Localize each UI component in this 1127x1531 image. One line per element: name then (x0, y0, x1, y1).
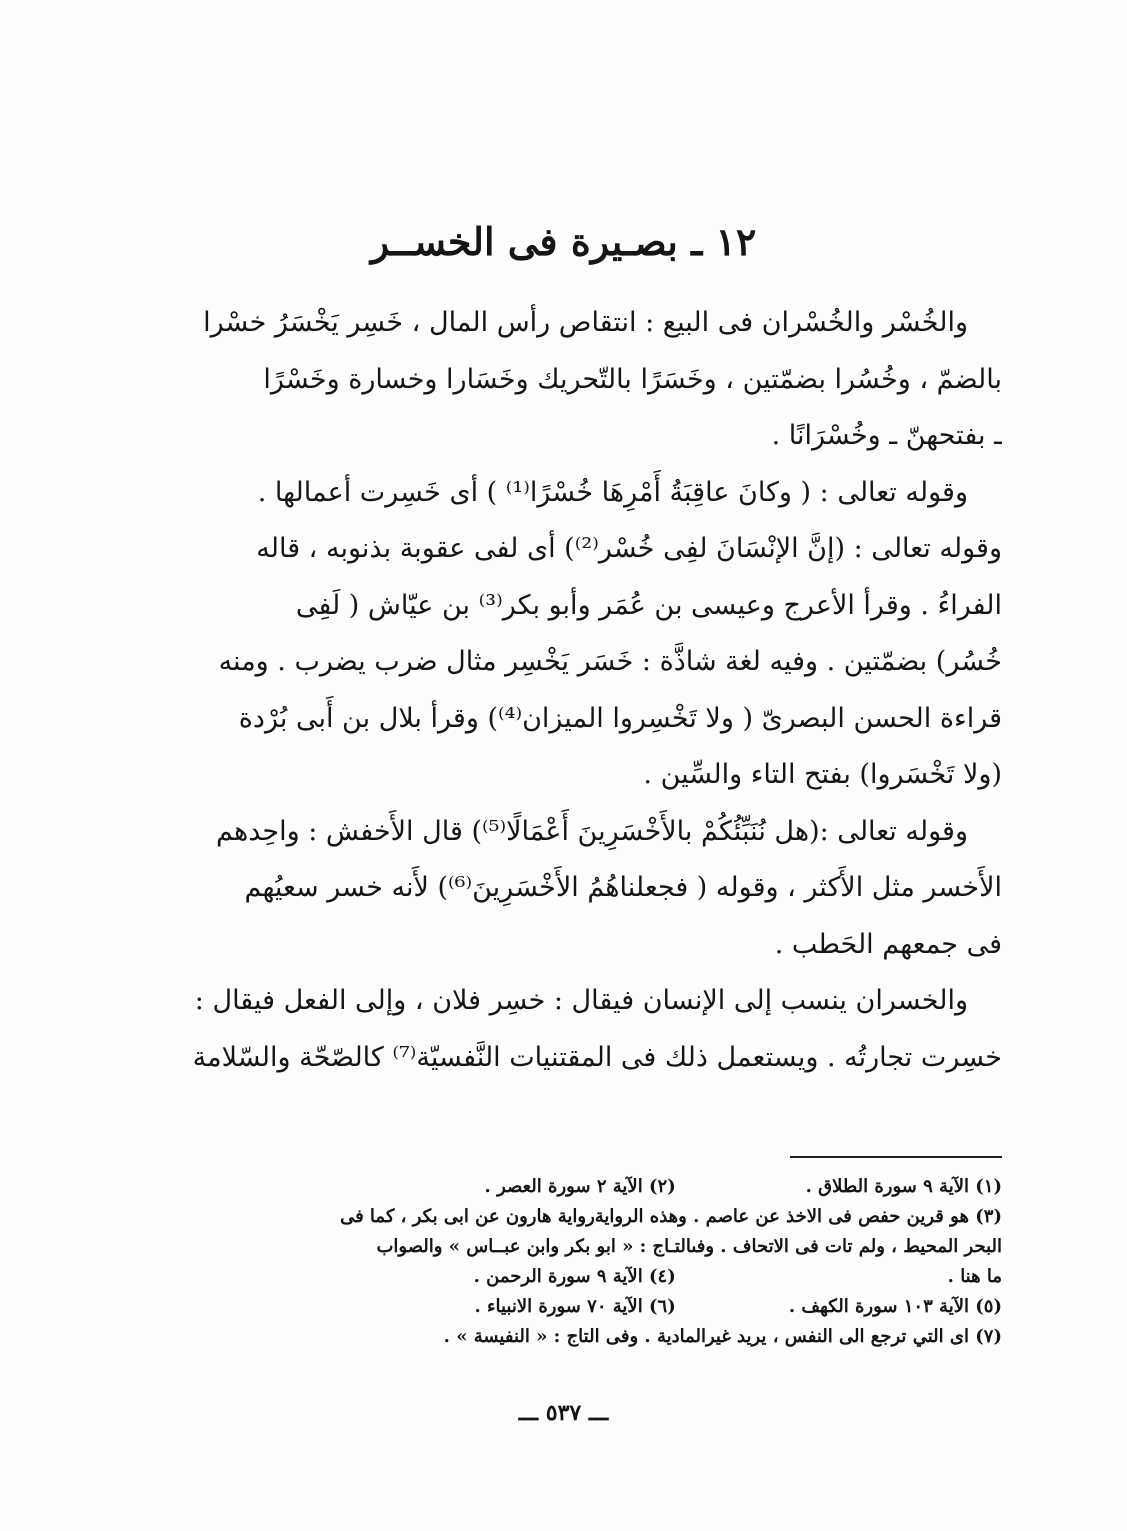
text-line: وقوله تعالى :(هل نُنَبِّئُكُمْ بالأَخْسَرِينَ أَعْمَالًا⁽⁵⁾) قال الأَخفش : واحِدهم (216, 815, 968, 847)
footnote-text: الآية ٩ سورة الرحمن . (473, 1266, 643, 1287)
footnote-text: البحر المحيط ، ولم تات فى الاتحاف . وفىالتـاج : « ابو بكر وابن عبــاس » والصواب (376, 1236, 1002, 1257)
paragraph (140, 521, 1002, 804)
text-line: الأَخسر مثل الأَكثر ، وقوله ( فجعلناهُمُ الأَخْسَرِينَ⁽⁶⁾) لأَنه خسر سعيُهم (244, 872, 1002, 903)
paragraph (140, 973, 1002, 1086)
text-line: الفراءُ . وقرأ الأعرج وعيسى بن عُمَر وأبو بكر⁽³⁾ بن عيّاش ( لَفِى (295, 589, 1002, 621)
chapter-title: ١٢ ـ بصـيرة فى الخســر (370, 219, 757, 264)
footnote-number: (١) (975, 1176, 1002, 1197)
footnote-text: الآية ٧٠ سورة الانبياء . (474, 1296, 643, 1317)
footnotes (140, 1172, 1002, 1352)
paragraph (140, 465, 1002, 522)
footnote-number: (٤) (648, 1266, 676, 1287)
footnote-row (140, 1262, 1002, 1292)
text-line: (ولا تَخْسَروا) بفتح التاء والسِّين . (643, 759, 1002, 790)
text-line: وقوله تعالى : (إنَّ الإنْسَانَ لفِى خُسْر⁽²⁾) أى لفى عقوبة بذنوبه ، قاله (256, 533, 1002, 564)
text-line: والخسران ينسب إلى الإنسان فيقال : خسِر فلان ، وإلى الفعل فيقال : (194, 985, 968, 1016)
footnote (140, 1202, 1002, 1232)
footnote-number: (٧) (975, 1326, 1002, 1347)
footnote-text: اى التي ترجع الى النفس ، يريد غيرالمادية . وفى التاج : « النفيسة » . (443, 1326, 969, 1347)
footnote-number: (٢) (648, 1176, 676, 1197)
footnote (356, 1292, 676, 1322)
footnote-number: (٦) (648, 1296, 676, 1317)
footnote (356, 1262, 676, 1292)
page-number: ـــ ٥٣٧ ـــ (518, 1400, 609, 1426)
footnote-text: الآية ٢ سورة العصر . (484, 1176, 643, 1197)
text-line: فى جمعهم الحَطب . (774, 928, 1002, 960)
footnote-row (140, 1172, 1002, 1202)
footnote-number: (٥) (975, 1296, 1002, 1317)
text-line: قراءة الحسن البصرىّ ( ولا تَخْسِروا الميزان⁽⁴⁾) وقرأ بلال بن أَبى بُرْدة (238, 702, 1002, 734)
paragraph (140, 295, 1002, 465)
footnote-text: الآية ١٠٣ سورة الكهف . (788, 1296, 969, 1317)
text-line: خُسُر) بضمّتين . وفيه لغة شاذَّة : خَسَر يَخْسِر مثال ضرب يضرب . ومنه (218, 646, 1002, 677)
paragraph (140, 804, 1002, 974)
footnote-text: الآية ٩ سورة الطلاق . (805, 1176, 969, 1197)
footnote-number: (٣) (975, 1206, 1002, 1227)
footnote (682, 1172, 1002, 1202)
footnote (682, 1292, 1002, 1322)
footnote-text: ما هنا . (947, 1266, 1002, 1287)
body-text (140, 295, 1002, 1086)
text-line: والخُسْر والخُسْران فى البيع : انتقاص رأس المال ، خَسِر يَخْسَرُ خسْرا (203, 307, 968, 338)
text-line: ـ بفتحهنّ ـ وخُسْرَانًا . (771, 420, 1002, 451)
text-line: بالضمّ ، وخُسُرا بضمّتين ، وخَسَرًا بالتّحريك وخَسَارا وخسارة وخَسْرًا (263, 363, 1002, 395)
footnote (356, 1172, 676, 1202)
footnote-row (140, 1292, 1002, 1322)
text-line: وقوله تعالى : ( وكانَ عاقِبَةُ أَمْرِهَا خُسْرًا⁽¹⁾ ) أى خَسِرت أعمالها . (257, 476, 968, 508)
footnote-text: هو قرين حفص فى الاخذ عن عاصم . وهذه الروايةرواية هارون عن ابى بكر ، كما فى (340, 1206, 969, 1227)
text-line: خسِرت تجارتُه . ويستعمل ذلك فى المقتنيات النَّفسيّة⁽⁷⁾ كالصّحّة والسّلامة (192, 1041, 1002, 1073)
footnote (140, 1322, 1002, 1352)
footnote-divider (790, 1156, 1002, 1158)
